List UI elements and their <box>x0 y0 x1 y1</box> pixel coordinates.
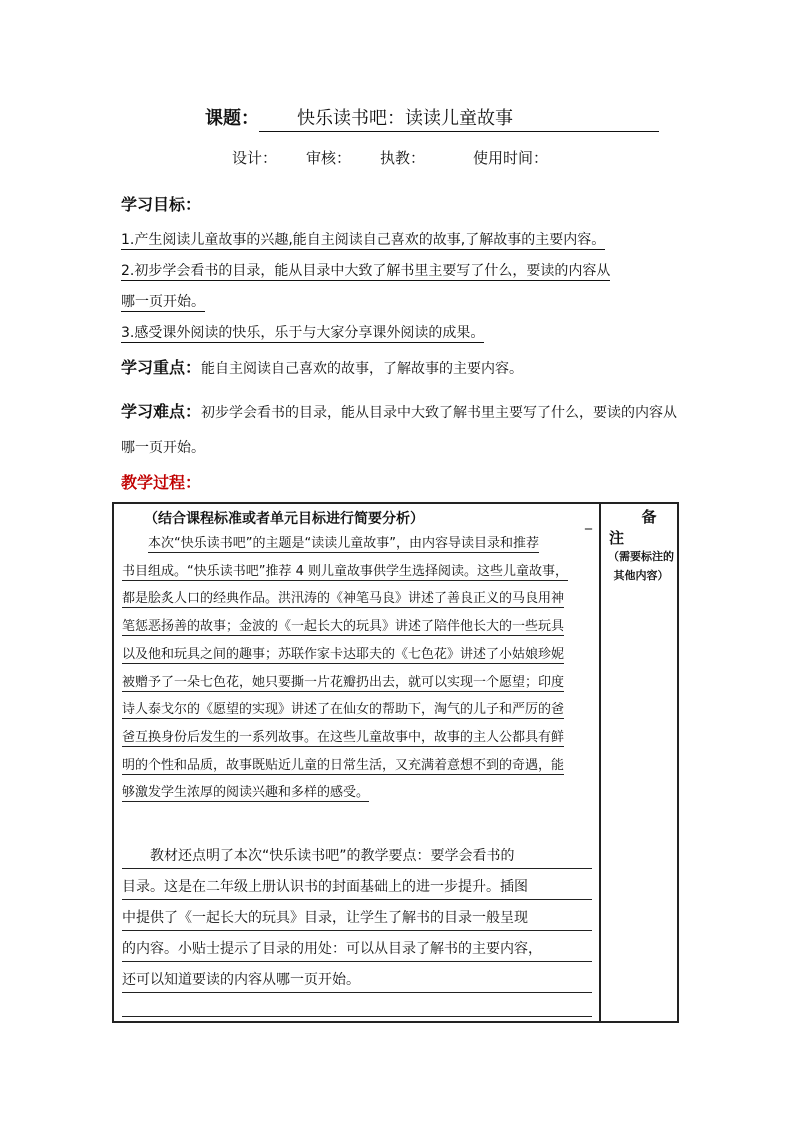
time-label: 使用时间： <box>473 149 549 167</box>
analysis-line: 还可以知道要读的内容从哪一页开始。 <box>122 972 360 988</box>
title-text: 快乐读书吧：读读儿童故事 <box>259 104 659 132</box>
teach-label: 执教： <box>380 149 426 167</box>
remarks-note: （需要标注的其他内容） <box>608 550 674 582</box>
analysis-line: 明的个性和品质，故事既贴近儿童的日常生活，又充满着意想不到的奇遇，能 <box>122 757 565 773</box>
rule-line <box>122 930 592 931</box>
analysis-line: 中提供了《一起长大的玩具》目录，让学生了解书的目录一般呈现 <box>122 910 528 926</box>
analysis-line: 的内容。小贴士提示了目录的用处：可以从目录了解书的主要内容， <box>122 941 542 957</box>
analysis-line: 笔惩恶扬善的故事；金波的《一起长大的玩具》讲述了陪伴他长大的一些玩具 <box>122 619 565 635</box>
table-head: （结合课程标准或者单元目标进行简要分析） <box>144 511 424 527</box>
difficulty-label: 学习难点： <box>121 402 202 421</box>
rule-line <box>122 1016 592 1017</box>
rule-line <box>122 868 592 869</box>
objective-2-cont: 哪一页开始。 <box>121 294 205 310</box>
difficulty-text: 初步学会看书的目录，能从目录中大致了解书里主要写了什么，要读的内容从哪一页开始。 <box>121 405 678 456</box>
analysis-line: 目录。这是在二年级上册认识书的封面基础上的进一步提升。插图 <box>122 879 528 895</box>
analysis-line: 本次“快乐读书吧”的主题是“读读儿童故事”，由内容导读目录和推荐 <box>148 536 539 551</box>
column-divider <box>599 504 601 1021</box>
objectives-heading: 学习目标： <box>121 195 202 214</box>
analysis-paragraph-1 <box>122 530 594 807</box>
remarks-title: 备 注 <box>609 508 657 547</box>
analysis-line: 被赠予了一朵七色花，她只要撕一片花瓣扔出去，就可以实现一个愿望；印度 <box>122 674 565 690</box>
objective-2: 2.初步学会看书的目录，能从目录中大致了解书里主要写了什么，要读的内容从 <box>121 263 611 279</box>
difficulty <box>121 394 677 466</box>
analysis-line: 爸互换身份后发生的一系列故事。在这些儿童故事中，故事的主人公都具有鲜 <box>122 729 565 745</box>
table-dash: _ <box>585 514 592 530</box>
key-point <box>121 352 677 385</box>
analysis-line: 诗人泰戈尔的《愿望的实现》讲述了在仙女的帮助下，淘气的儿子和严厉的爸 <box>122 702 565 718</box>
rule-line <box>122 992 592 993</box>
analysis-line: 以及他和玩具之间的趣事；苏联作家卡达耶夫的《七色花》讲述了小姑娘珍妮 <box>122 646 565 662</box>
design-label: 设计： <box>232 149 278 167</box>
process-table <box>112 502 679 1023</box>
analysis-line: 书目组成。“快乐读书吧”推荐 4 则儿童故事供学生选择阅读。这些儿童故事， <box>122 563 569 579</box>
process-heading: 教学过程： <box>121 473 202 492</box>
analysis-line: 够激发学生浓厚的阅读兴趣和多样的感受。 <box>122 785 370 801</box>
key-point-label: 学习重点： <box>121 358 202 377</box>
analysis-line: 教材还点明了本次“快乐读书吧”的教学要点：要学会看书的 <box>150 848 515 864</box>
objective-3: 3.感受课外阅读的快乐，乐于与大家分享课外阅读的成果。 <box>121 325 485 341</box>
key-point-text: 能自主阅读自己喜欢的故事，了解故事的主要内容。 <box>201 361 524 377</box>
analysis-paragraph-2 <box>122 841 594 996</box>
analysis-line: 都是脍炙人口的经典作品。洪汛涛的《神笔马良》讲述了善良正义的马良用神 <box>122 591 565 607</box>
title-label: 课题： <box>205 108 259 129</box>
page-title <box>205 104 659 132</box>
rule-line <box>122 899 592 900</box>
review-label: 审核： <box>306 149 352 167</box>
rule-line <box>122 961 592 962</box>
objective-1: 1.产生阅读儿童故事的兴趣,能自主阅读自己喜欢的故事,了解故事的主要内容。 <box>121 232 606 248</box>
